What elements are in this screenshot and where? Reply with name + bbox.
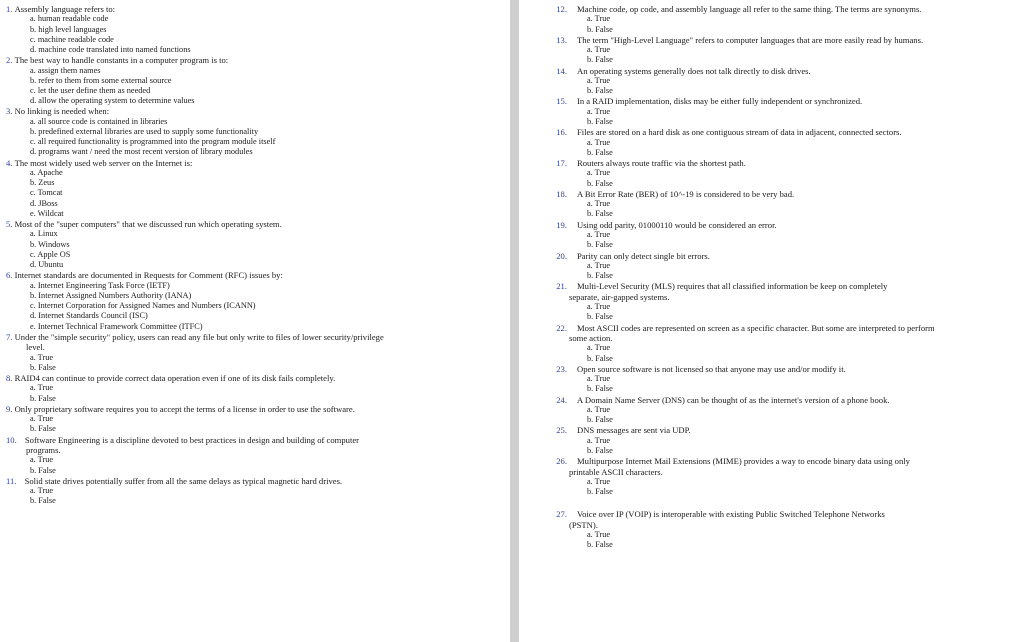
answer-option: b. False [587,24,613,34]
answer-option: a. assign them names [30,65,101,75]
question-item [6,4,510,55]
question-text: A Domain Name Server (DNS) can be thought of as the internet's version of a phone book. [577,394,890,405]
question-stem [6,158,510,168]
question-stem [525,425,1024,435]
question-stem [6,106,510,116]
question-text: RAID4 can continue to provide correct data operation even if one of its disk fails completely. [14,372,336,383]
question-stem [525,220,1024,230]
answer-option: a. Apache [30,168,63,178]
question-number: 21. [556,281,567,292]
answer-option: a. True [587,404,611,414]
question-item [6,332,510,373]
answer-option: b. high level languages [30,24,107,34]
answer-option: a. True [587,477,611,486]
question-number: 27. [556,509,567,520]
question-stem [6,4,510,14]
answer-option: d. Ubuntu [30,260,64,270]
answer-option: b. False [30,424,56,434]
answer-option: a. Internet Engineering Task Force (IETF) [30,280,170,290]
question-number: 4. [6,157,15,168]
answer-option: a. True [587,137,611,147]
question-stem [525,323,1024,333]
question-number: 14. [556,65,567,76]
question-text: Under the "simple security" policy, users can read any file but only write to files of lower security/privilege [14,331,384,342]
question-number: 19. [556,219,567,230]
question-stem [525,281,1024,291]
question-number: 10. [6,434,19,445]
question-text: Most ASCII codes are represented on screen as a specific character. But some are interpreted to perform [577,322,935,333]
question-item [525,251,1024,282]
answer-option: c. Tomcat [30,188,63,198]
question-text: In a RAID implementation, disks may be either fully independent or synchronized. [577,96,863,107]
question-text-continued: separate, air-gapped systems. [569,291,670,302]
question-number: 13. [556,34,567,45]
answer-option: a. True [587,106,611,116]
question-text: Parity can only detect single bit errors. [577,250,710,261]
answer-option: a. human readable code [30,14,109,24]
question-text: An operating systems generally does not talk directly to disk drives. [577,65,811,76]
question-number: 15. [556,96,567,107]
answer-option: b. False [587,209,613,219]
question-text: The term "High-Level Language" refers to computer languages that are more easily read by humans. [577,34,924,45]
question-item [525,127,1024,158]
question-text: Multi-Level Security (MLS) requires that all classified information be keep on completely [577,281,888,292]
question-number: 22. [556,322,567,333]
question-stem [6,332,510,342]
answer-option: e. Wildcat [30,208,64,218]
question-stem [525,456,1024,466]
answer-option: a. True [587,230,611,240]
question-item [525,158,1024,189]
question-number: 8. [6,372,15,383]
question-number: 1. [6,4,15,14]
question-stem [525,158,1024,168]
question-number: 5. [6,219,15,230]
answer-option: a. True [587,45,611,55]
answer-option: d. JBoss [30,198,58,208]
question-item [525,425,1024,456]
question-text: No linking is needed when: [14,106,110,117]
answer-option: a. all source code is contained in libraries [30,116,168,126]
answer-option: d. machine code translated into named functions [30,45,191,55]
answer-option: b. False [587,178,613,188]
question-item [525,395,1024,426]
question-item [6,373,510,404]
question-stem [525,509,1024,519]
question-text: Assembly language refers to: [14,4,116,14]
answer-option: a. True [587,168,611,178]
question-number: 20. [556,250,567,261]
question-item [525,456,1024,497]
question-text-continued: programs. [26,444,61,455]
answer-option: b. False [587,415,613,425]
answer-option: a. True [30,486,54,496]
question-number: 26. [556,456,567,467]
answer-option: d. programs want / need the most recent version of library modules [30,147,253,157]
question-item [6,158,510,219]
answer-option: b. False [587,487,613,497]
answer-option: b. Zeus [30,178,55,188]
answer-option: a. True [587,199,611,209]
answer-option: a. Linux [30,229,58,239]
question-text: A Bit Error Rate (BER) of 10^-19 is considered to be very bad. [577,188,795,199]
question-item [525,281,1024,322]
question-item [525,35,1024,66]
question-stem [525,364,1024,374]
answer-option: a. True [587,260,611,270]
question-stem [6,55,510,65]
question-number: 12. [556,4,567,14]
question-number: 11. [6,475,19,486]
question-text: Routers always route traffic via the shortest path. [577,158,746,169]
answer-option: b. False [587,271,613,281]
question-text: Voice over IP (VOIP) is interoperable with existing Public Switched Telephone Networks [577,509,885,520]
answer-option: a. True [30,352,54,362]
answer-option: c. all required functionality is programmed into the program module itself [30,137,276,147]
answer-option: a. True [587,302,611,312]
question-text: Machine code, op code, and assembly language all refer to the same thing. The terms are synonyms. [577,4,922,14]
question-number: 2. [6,55,15,66]
answer-option: b. False [587,353,613,363]
answer-option: b. predefined external libraries are used to supply some functionality [30,127,259,137]
question-number: 24. [556,394,567,405]
question-item [6,435,510,476]
question-stem [525,35,1024,45]
question-stem [525,251,1024,261]
answer-option: b. False [30,496,56,506]
question-item [525,323,1024,364]
question-item [6,219,510,270]
right-page [519,0,1024,642]
answer-option: b. False [30,465,56,475]
question-number: 9. [6,403,15,414]
answer-option: a. True [30,455,54,465]
question-item [525,96,1024,127]
question-stem [525,96,1024,106]
question-text-continued: level. [26,342,45,353]
answer-option: d. Internet Standards Council (ISC) [30,311,148,321]
question-number: 3. [6,106,15,117]
question-text: DNS messages are sent via UDP. [577,425,691,436]
question-text-continued: printable ASCII characters. [569,466,663,477]
left-page [0,0,510,642]
answer-option: d. allow the operating system to determine values [30,96,195,106]
answer-option: a. True [587,343,611,353]
answer-option: b. False [587,384,613,394]
question-number: 18. [556,188,567,199]
answer-option: b. False [587,312,613,322]
question-stem [6,476,510,486]
question-stem [525,189,1024,199]
answer-option: a. True [587,14,611,24]
answer-option: a. True [30,383,54,393]
question-text-continued: (PSTN). [569,519,598,530]
question-stem [6,435,510,445]
question-item [525,4,1024,35]
answer-option: b. refer to them from some external source [30,75,172,85]
question-item [6,106,510,157]
question-stem [6,219,510,229]
answer-option: c. machine readable code [30,34,114,44]
question-item [6,270,510,331]
answer-option: b. Windows [30,239,70,249]
question-item [525,189,1024,220]
answer-option: c. Apple OS [30,249,71,259]
question-stem [525,395,1024,405]
question-stem [6,404,510,414]
answer-option: b. False [587,445,613,455]
question-text: Only proprietary software requires you to accept the terms of a license in order to use the software. [14,403,355,414]
question-text: Files are stored on a hard disk as one contiguous stream of data in adjacent, connected sectors. [577,127,902,138]
answer-option: a. True [587,374,611,384]
question-item [6,404,510,435]
answer-option: a. True [587,435,611,445]
answer-option: b. False [587,86,613,96]
question-text: Multipurpose Internet Mail Extensions (MIME) provides a way to encode binary data using only [577,456,910,467]
answer-option: b. False [587,147,613,157]
question-item [6,55,510,106]
question-text: Internet standards are documented in Requests for Comment (RFC) issues by: [14,270,283,281]
question-item [525,220,1024,251]
question-item [525,509,1024,550]
answer-option: b. False [587,55,613,65]
question-item [525,66,1024,97]
question-number: 16. [556,127,567,138]
question-stem [525,66,1024,76]
question-item [6,476,510,507]
question-text: The most widely used web server on the Internet is: [14,157,193,168]
question-stem [525,127,1024,137]
question-number: 25. [556,425,567,436]
question-number: 6. [6,270,15,281]
answer-option: b. False [587,540,613,550]
question-stem [525,4,1024,14]
answer-option: a. True [587,76,611,86]
answer-option: c. Internet Corporation for Assigned Names and Numbers (ICANN) [30,301,256,311]
answer-option: b. False [30,393,56,403]
answer-option: e. Internet Technical Framework Committee (ITFC) [30,321,203,331]
answer-option: b. False [587,117,613,127]
answer-option: b. Internet Assigned Numbers Authority (IANA) [30,290,192,300]
question-stem [6,270,510,280]
question-stem [6,373,510,383]
answer-option: c. let the user define them as needed [30,86,151,96]
question-text: Using odd parity, 01000110 would be considered an error. [577,219,777,230]
answer-option: a. True [587,530,611,540]
answer-option: b. False [30,362,56,372]
question-number: 17. [556,158,567,169]
question-item [525,364,1024,395]
question-text: Open source software is not licensed so that anyone may use and/or modify it. [577,363,846,374]
spacer [525,497,1024,509]
question-text: Software Engineering is a discipline devoted to best practices in design and building of computer [24,434,360,445]
question-text-continued: some action. [569,332,613,343]
question-number: 23. [556,363,567,374]
question-number: 7. [6,331,15,342]
question-text: Most of the "super computers" that we discussed run which operating system. [14,219,282,230]
answer-option: a. True [30,414,54,424]
question-text: Solid state drives potentially suffer from all the same delays as typical magnetic hard drives. [24,475,343,486]
question-text: The best way to handle constants in a computer program is to: [14,55,229,66]
answer-option: b. False [587,240,613,250]
